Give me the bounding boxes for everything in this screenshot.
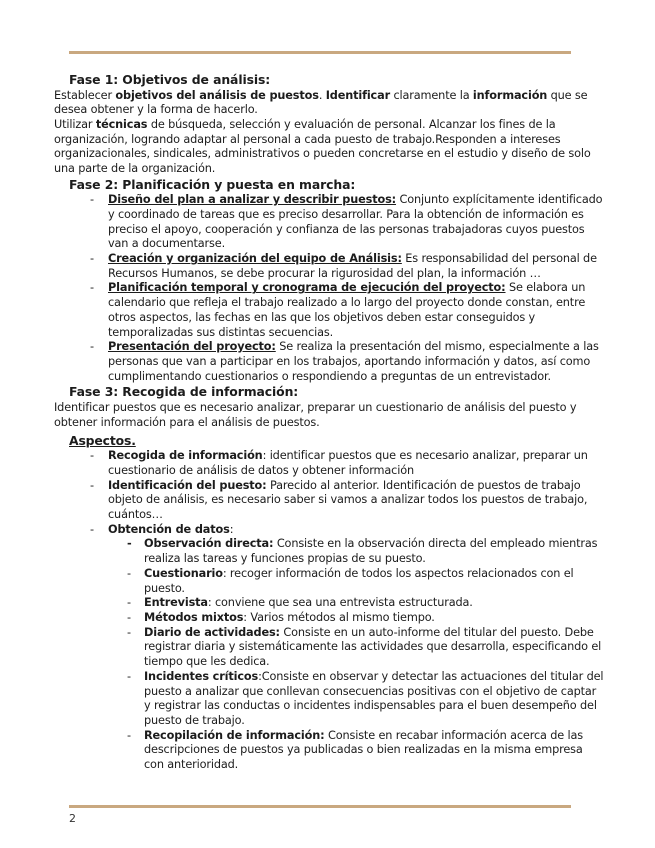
- text-run: : identificar puestos que es necesario analizar, preparar un cuestionario de análisis de datos y obtener información: [108, 449, 588, 477]
- text-run: Es responsabilidad del personal de Recursos Humanos, se debe procurar la rigurosidad del plan, la información …: [108, 252, 597, 280]
- text-run: : conviene que sea una entrevista estructurada.: [207, 596, 473, 610]
- bold-term: técnicas: [95, 117, 148, 131]
- text-run: Se elabora un calendario que refleja el trabajo realizado a lo largo del proyecto donde constan, entre otros aspectos, las fechas en las que los objetivos deben estar conseguidos y temporalizadas sus distintas secuencias.: [108, 281, 586, 339]
- method-interview: [144, 596, 604, 611]
- bold-term: Observación directa:: [144, 537, 274, 551]
- phase2-list: [54, 193, 604, 384]
- phase3-item-identification: [108, 479, 604, 523]
- bold-term: Identificar: [325, 88, 390, 102]
- bold-term: Recopilación de información:: [144, 728, 325, 742]
- phase3-list: [54, 449, 604, 772]
- method-info-compilation: [144, 729, 604, 773]
- bold-term: Incidentes críticos: [144, 669, 259, 683]
- phase2-item-presentation: [108, 340, 604, 384]
- underlined-term: Creación y organización del equipo de Análisis:: [108, 252, 402, 266]
- bold-term: información: [472, 88, 548, 102]
- bold-term: Diario de actividades:: [144, 625, 280, 639]
- text-run: .: [318, 88, 326, 102]
- text-run: claramente la: [390, 88, 473, 102]
- text-run: de búsqueda, selección y evaluación de personal. Alcanzar los fines de la organización, logrando adaptar al personal a cada puesto de trabajo.Responden a intereses organizacionales, sindicales, administrativos o pueden concretarse en el estudio y diseño de solo una parte de la organización.: [54, 117, 591, 176]
- phase3-intro: Identificar puestos que es necesario analizar, preparar un cuestionario de análisis del puesto y obtener información para el análisis de puestos.: [54, 400, 577, 429]
- text-run: :Consiste en observar y detectar las actuaciones del titular del puesto a analizar que conllevan consecuencias positivas con el objetivo de captar y registrar las conductas o incidentes indispensables para el buen desempeño del puesto de trabajo.: [144, 669, 604, 727]
- phase3-item-collection: [108, 449, 604, 478]
- text-run: Consiste en recabar información acerca de las descripciones de puestos ya publicadas o bien realizadas en la misma empresa con anterioridad.: [144, 728, 583, 772]
- method-direct-observation: [144, 537, 604, 566]
- aspects-heading: Aspectos.: [69, 433, 136, 449]
- text-run: Consiste en la observación directa del empleado mientras realiza las tareas y funciones propias de su puesto.: [144, 537, 598, 566]
- bold-term: Entrevista: [144, 596, 208, 610]
- phase1-paragraph-1: [54, 89, 604, 118]
- bold-term: Métodos mixtos: [144, 611, 244, 624]
- method-activity-diary: [144, 626, 604, 670]
- underlined-term: Planificación temporal y cronograma de ejecución del proyecto:: [108, 281, 506, 295]
- phase2-heading: Fase 2: Planificación y puesta en marcha:: [69, 176, 356, 192]
- bold-term: Identificación del puesto:: [108, 478, 267, 492]
- text-run: Parecido al anterior. Identificación de puestos de trabajo objeto de análisis, es necesario saber si vamos a analizar todos los puestos de trabajo, cuántos…: [108, 478, 588, 522]
- text-run: : Varios métodos al mismo tiempo.: [243, 611, 435, 624]
- underlined-term: Diseño del plan a analizar y describir puestos:: [108, 193, 397, 207]
- text-run: Establecer: [54, 88, 116, 102]
- phase1-paragraph-2: [54, 118, 604, 177]
- phase3-item-data-gathering: [108, 523, 604, 773]
- bold-term: Obtención de datos: [108, 522, 230, 536]
- text-run: : recoger información de todos los aspectos relacionados con el puesto.: [144, 566, 574, 595]
- data-methods-list: [108, 537, 604, 772]
- data-gathering-label: [108, 523, 233, 536]
- footer-rule: [69, 805, 571, 808]
- phase2-item-team: [108, 252, 604, 281]
- page-number: 2: [69, 812, 76, 825]
- method-critical-incidents: [144, 670, 604, 729]
- document-body: [54, 72, 604, 773]
- bold-term: Recogida de información: [108, 449, 263, 463]
- bold-term: objetivos del análisis de puestos: [115, 88, 319, 102]
- text-run: Conjunto explícitamente identificado y coordinado de tareas que es preciso desarrollar. Para la obtención de información es preciso el apoyo, cooperación y confianza de las personas trabajadoras cuyos puestos van a documentarse.: [108, 193, 603, 251]
- phase2-item-design: [108, 193, 604, 252]
- header-rule: [69, 51, 571, 54]
- phase1-heading: Fase 1: Objetivos de análisis:: [69, 72, 271, 87]
- bold-term: Cuestionario: [144, 566, 223, 580]
- method-mixed: [144, 611, 604, 626]
- text-run: :: [229, 522, 234, 536]
- text-run: Utilizar: [54, 117, 96, 131]
- phase3-heading: Fase 3: Recogida de información:: [69, 384, 299, 400]
- text-run: que se desea obtener y la forma de hacerlo.: [54, 88, 588, 117]
- phase2-item-schedule: [108, 281, 604, 340]
- underlined-term: Presentación del proyecto:: [108, 340, 276, 354]
- method-questionnaire: [144, 567, 604, 596]
- text-run: Consiste en un auto-informe del titular del puesto. Debe registrar diaria y sistemáticamente las actividades que desarrolla, especificando el tiempo que les dedica.: [144, 625, 602, 669]
- text-run: Se realiza la presentación del mismo, especialmente a las personas que van a participar en los trabajos, aportando información y datos, así como cumplimentando cuestionarios o respondiendo a preguntas de un entrevistador.: [108, 340, 599, 383]
